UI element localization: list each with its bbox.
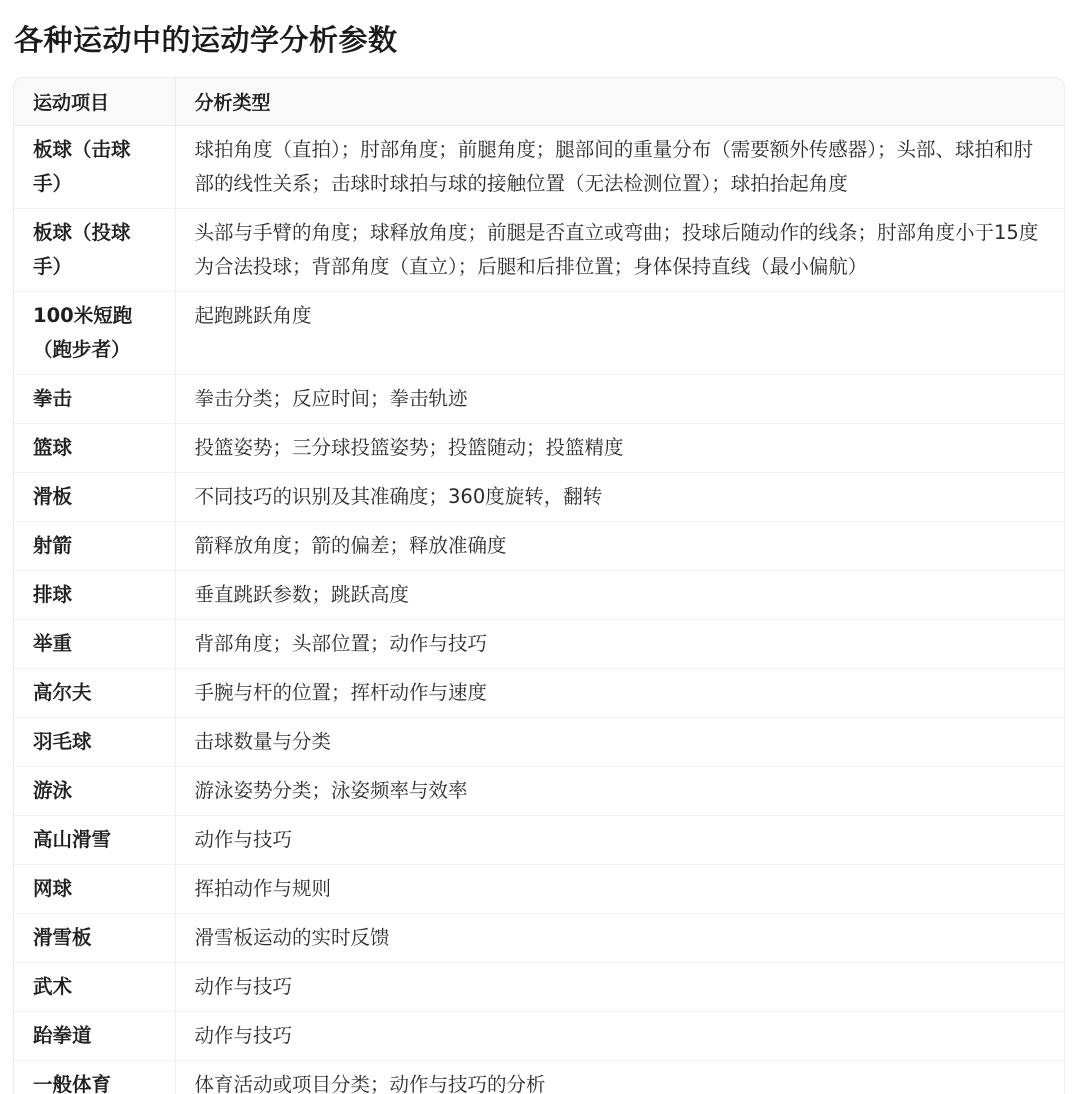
table-header-row xyxy=(14,78,1064,126)
sport-name-cell: 篮球 xyxy=(14,424,175,473)
page-title: 各种运动中的运动学分析参数 xyxy=(14,23,398,57)
table-row xyxy=(14,522,1064,571)
sport-name-cell: 100米短跑（跑步者） xyxy=(14,292,175,375)
analysis-params-cell: 滑雪板运动的实时反馈 xyxy=(175,914,1064,963)
analysis-params-cell: 头部与手臂的角度；球释放角度；前腿是否直立或弯曲；投球后随动作的线条；肘部角度小于15度为合法投球；背部角度（直立）；后腿和后排位置；身体保持直线（最小偏航） xyxy=(175,209,1064,292)
table-row xyxy=(14,292,1064,375)
sport-name-cell: 滑板 xyxy=(14,473,175,522)
sport-name-cell: 高尔夫 xyxy=(14,669,175,718)
kinematics-table xyxy=(14,78,1064,1094)
sport-name-cell: 一般体育 xyxy=(14,1061,175,1094)
analysis-params-cell: 不同技巧的识别及其准确度；360度旋转，翻转 xyxy=(175,473,1064,522)
analysis-params-cell: 拳击分类；反应时间；拳击轨迹 xyxy=(175,375,1064,424)
table-row xyxy=(14,209,1064,292)
analysis-params-cell: 垂直跳跃参数；跳跃高度 xyxy=(175,571,1064,620)
table-row xyxy=(14,669,1064,718)
table-row xyxy=(14,424,1064,473)
sport-name-cell: 游泳 xyxy=(14,767,175,816)
table-row xyxy=(14,620,1064,669)
analysis-params-cell: 箭释放角度；箭的偏差；释放准确度 xyxy=(175,522,1064,571)
table-row xyxy=(14,1061,1064,1094)
sport-name-cell: 拳击 xyxy=(14,375,175,424)
analysis-params-cell: 动作与技巧 xyxy=(175,963,1064,1012)
table-row xyxy=(14,375,1064,424)
table-row xyxy=(14,718,1064,767)
sport-name-cell: 跆拳道 xyxy=(14,1012,175,1061)
analysis-params-cell: 体育活动或项目分类；动作与技巧的分析 xyxy=(175,1061,1064,1094)
analysis-params-cell: 游泳姿势分类；泳姿频率与效率 xyxy=(175,767,1064,816)
table-row xyxy=(14,767,1064,816)
table-row xyxy=(14,473,1064,522)
table-body xyxy=(14,126,1064,1094)
sport-name-cell: 高山滑雪 xyxy=(14,816,175,865)
table-row xyxy=(14,816,1064,865)
analysis-params-cell: 起跑跳跃角度 xyxy=(175,292,1064,375)
table-header xyxy=(14,78,1064,126)
sport-name-cell: 网球 xyxy=(14,865,175,914)
analysis-params-cell: 球拍角度（直拍）；肘部角度；前腿角度；腿部间的重量分布（需要额外传感器）；头部、球拍和肘部的线性关系；击球时球拍与球的接触位置（无法检测位置）；球拍抬起角度 xyxy=(175,126,1064,209)
sport-name-cell: 举重 xyxy=(14,620,175,669)
table-row xyxy=(14,914,1064,963)
sport-name-cell: 滑雪板 xyxy=(14,914,175,963)
sport-name-cell: 板球（投球手） xyxy=(14,209,175,292)
table-row xyxy=(14,1012,1064,1061)
analysis-params-cell: 背部角度；头部位置；动作与技巧 xyxy=(175,620,1064,669)
table-row xyxy=(14,126,1064,209)
analysis-params-cell: 投篮姿势；三分球投篮姿势；投篮随动；投篮精度 xyxy=(175,424,1064,473)
table-row xyxy=(14,571,1064,620)
analysis-params-cell: 动作与技巧 xyxy=(175,816,1064,865)
kinematics-table-container xyxy=(13,77,1065,1094)
analysis-params-cell: 动作与技巧 xyxy=(175,1012,1064,1061)
analysis-params-cell: 击球数量与分类 xyxy=(175,718,1064,767)
analysis-params-cell: 手腕与杆的位置；挥杆动作与速度 xyxy=(175,669,1064,718)
column-header-sport: 运动项目 xyxy=(14,78,175,126)
column-header-analysis-type: 分析类型 xyxy=(175,78,1064,126)
table-row xyxy=(14,865,1064,914)
sport-name-cell: 排球 xyxy=(14,571,175,620)
sport-name-cell: 武术 xyxy=(14,963,175,1012)
sport-name-cell: 板球（击球手） xyxy=(14,126,175,209)
sport-name-cell: 羽毛球 xyxy=(14,718,175,767)
analysis-params-cell: 挥拍动作与规则 xyxy=(175,865,1064,914)
table-row xyxy=(14,963,1064,1012)
sport-name-cell: 射箭 xyxy=(14,522,175,571)
